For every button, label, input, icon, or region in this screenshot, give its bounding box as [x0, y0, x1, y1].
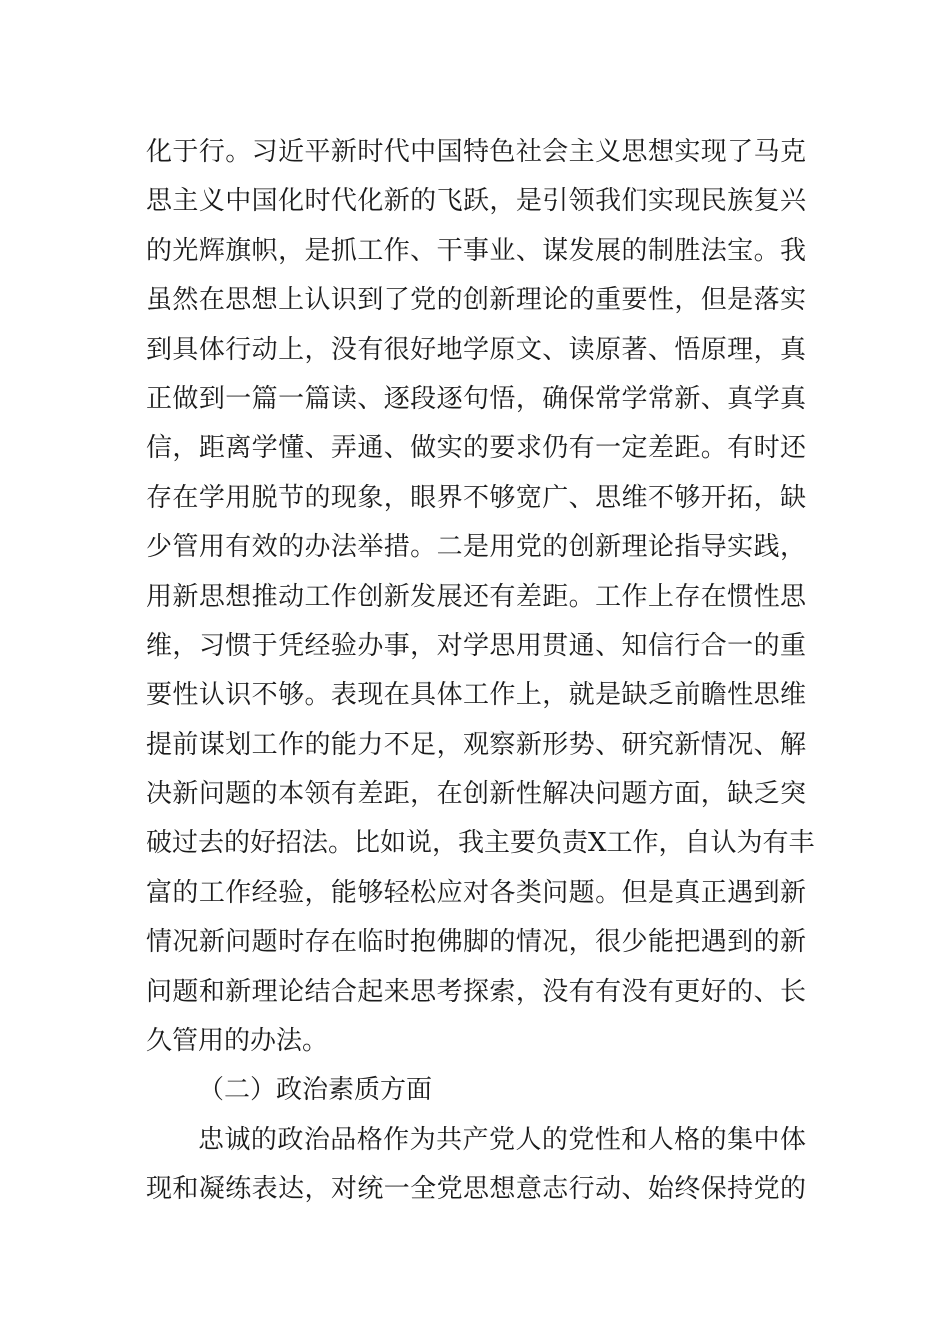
text-line: 用新思想推动工作创新发展还有差距。工作上存在惯性思: [146, 581, 806, 612]
text-line: 正做到一篇一篇读、逐段逐句悟，确保常学常新、真学真: [146, 383, 806, 414]
text-line: 虽然在思想上认识到了党的创新理论的重要性，但是落实: [146, 285, 806, 316]
text-line: 少管用有效的办法举措。二是用党的创新理论指导实践，: [146, 532, 806, 563]
text-line: 情况新问题时存在临时抱佛脚的情况，很少能把遇到的新: [146, 927, 806, 958]
document-body: [146, 128, 815, 1215]
text-line: 破过去的好招法。比如说，我主要负责X工作，自认为有丰: [146, 828, 815, 859]
text-line: 维，习惯于凭经验办事，对学思用贯通、知信行合一的重: [146, 630, 806, 661]
text-line: 忠诚的政治品格作为共产党人的党性和人格的集中体: [198, 1124, 806, 1155]
text-line: 的光辉旗帜，是抓工作、干事业、谋发展的制胜法宝。我: [146, 235, 806, 266]
text-line: 化于行。习近平新时代中国特色社会主义思想实现了马克: [146, 137, 806, 167]
text-line: 决新问题的本领有差距，在创新性解决问题方面，缺乏突: [146, 779, 806, 810]
paragraph: [146, 1116, 806, 1215]
text-line: 富的工作经验，能够轻松应对各类问题。但是真正遇到新: [146, 877, 806, 908]
text-line: 久管用的办法。: [146, 1026, 329, 1057]
text-line: 问题和新理论结合起来思考探索，没有有没有更好的、长: [146, 976, 806, 1007]
text-line: 信，距离学懂、弄通、做实的要求仍有一定差距。有时还: [146, 433, 806, 464]
text-line: 要性认识不够。表现在具体工作上，就是缺乏前瞻性思维: [146, 680, 806, 711]
text-line: 现和凝练表达，对统一全党思想意志行动、始终保持党的: [146, 1174, 806, 1205]
text-line: 存在学用脱节的现象，眼界不够宽广、思维不够开拓，缺: [146, 482, 806, 513]
paragraph: [146, 128, 815, 1066]
section-heading: （二）政治素质方面: [198, 1075, 433, 1106]
text-line: 提前谋划工作的能力不足，观察新形势、研究新情况、解: [146, 729, 806, 760]
text-line: 思主义中国化时代化新的飞跃，是引领我们实现民族复兴: [146, 186, 806, 217]
text-line: 到具体行动上，没有很好地学原文、读原著、悟原理，真: [146, 334, 806, 365]
